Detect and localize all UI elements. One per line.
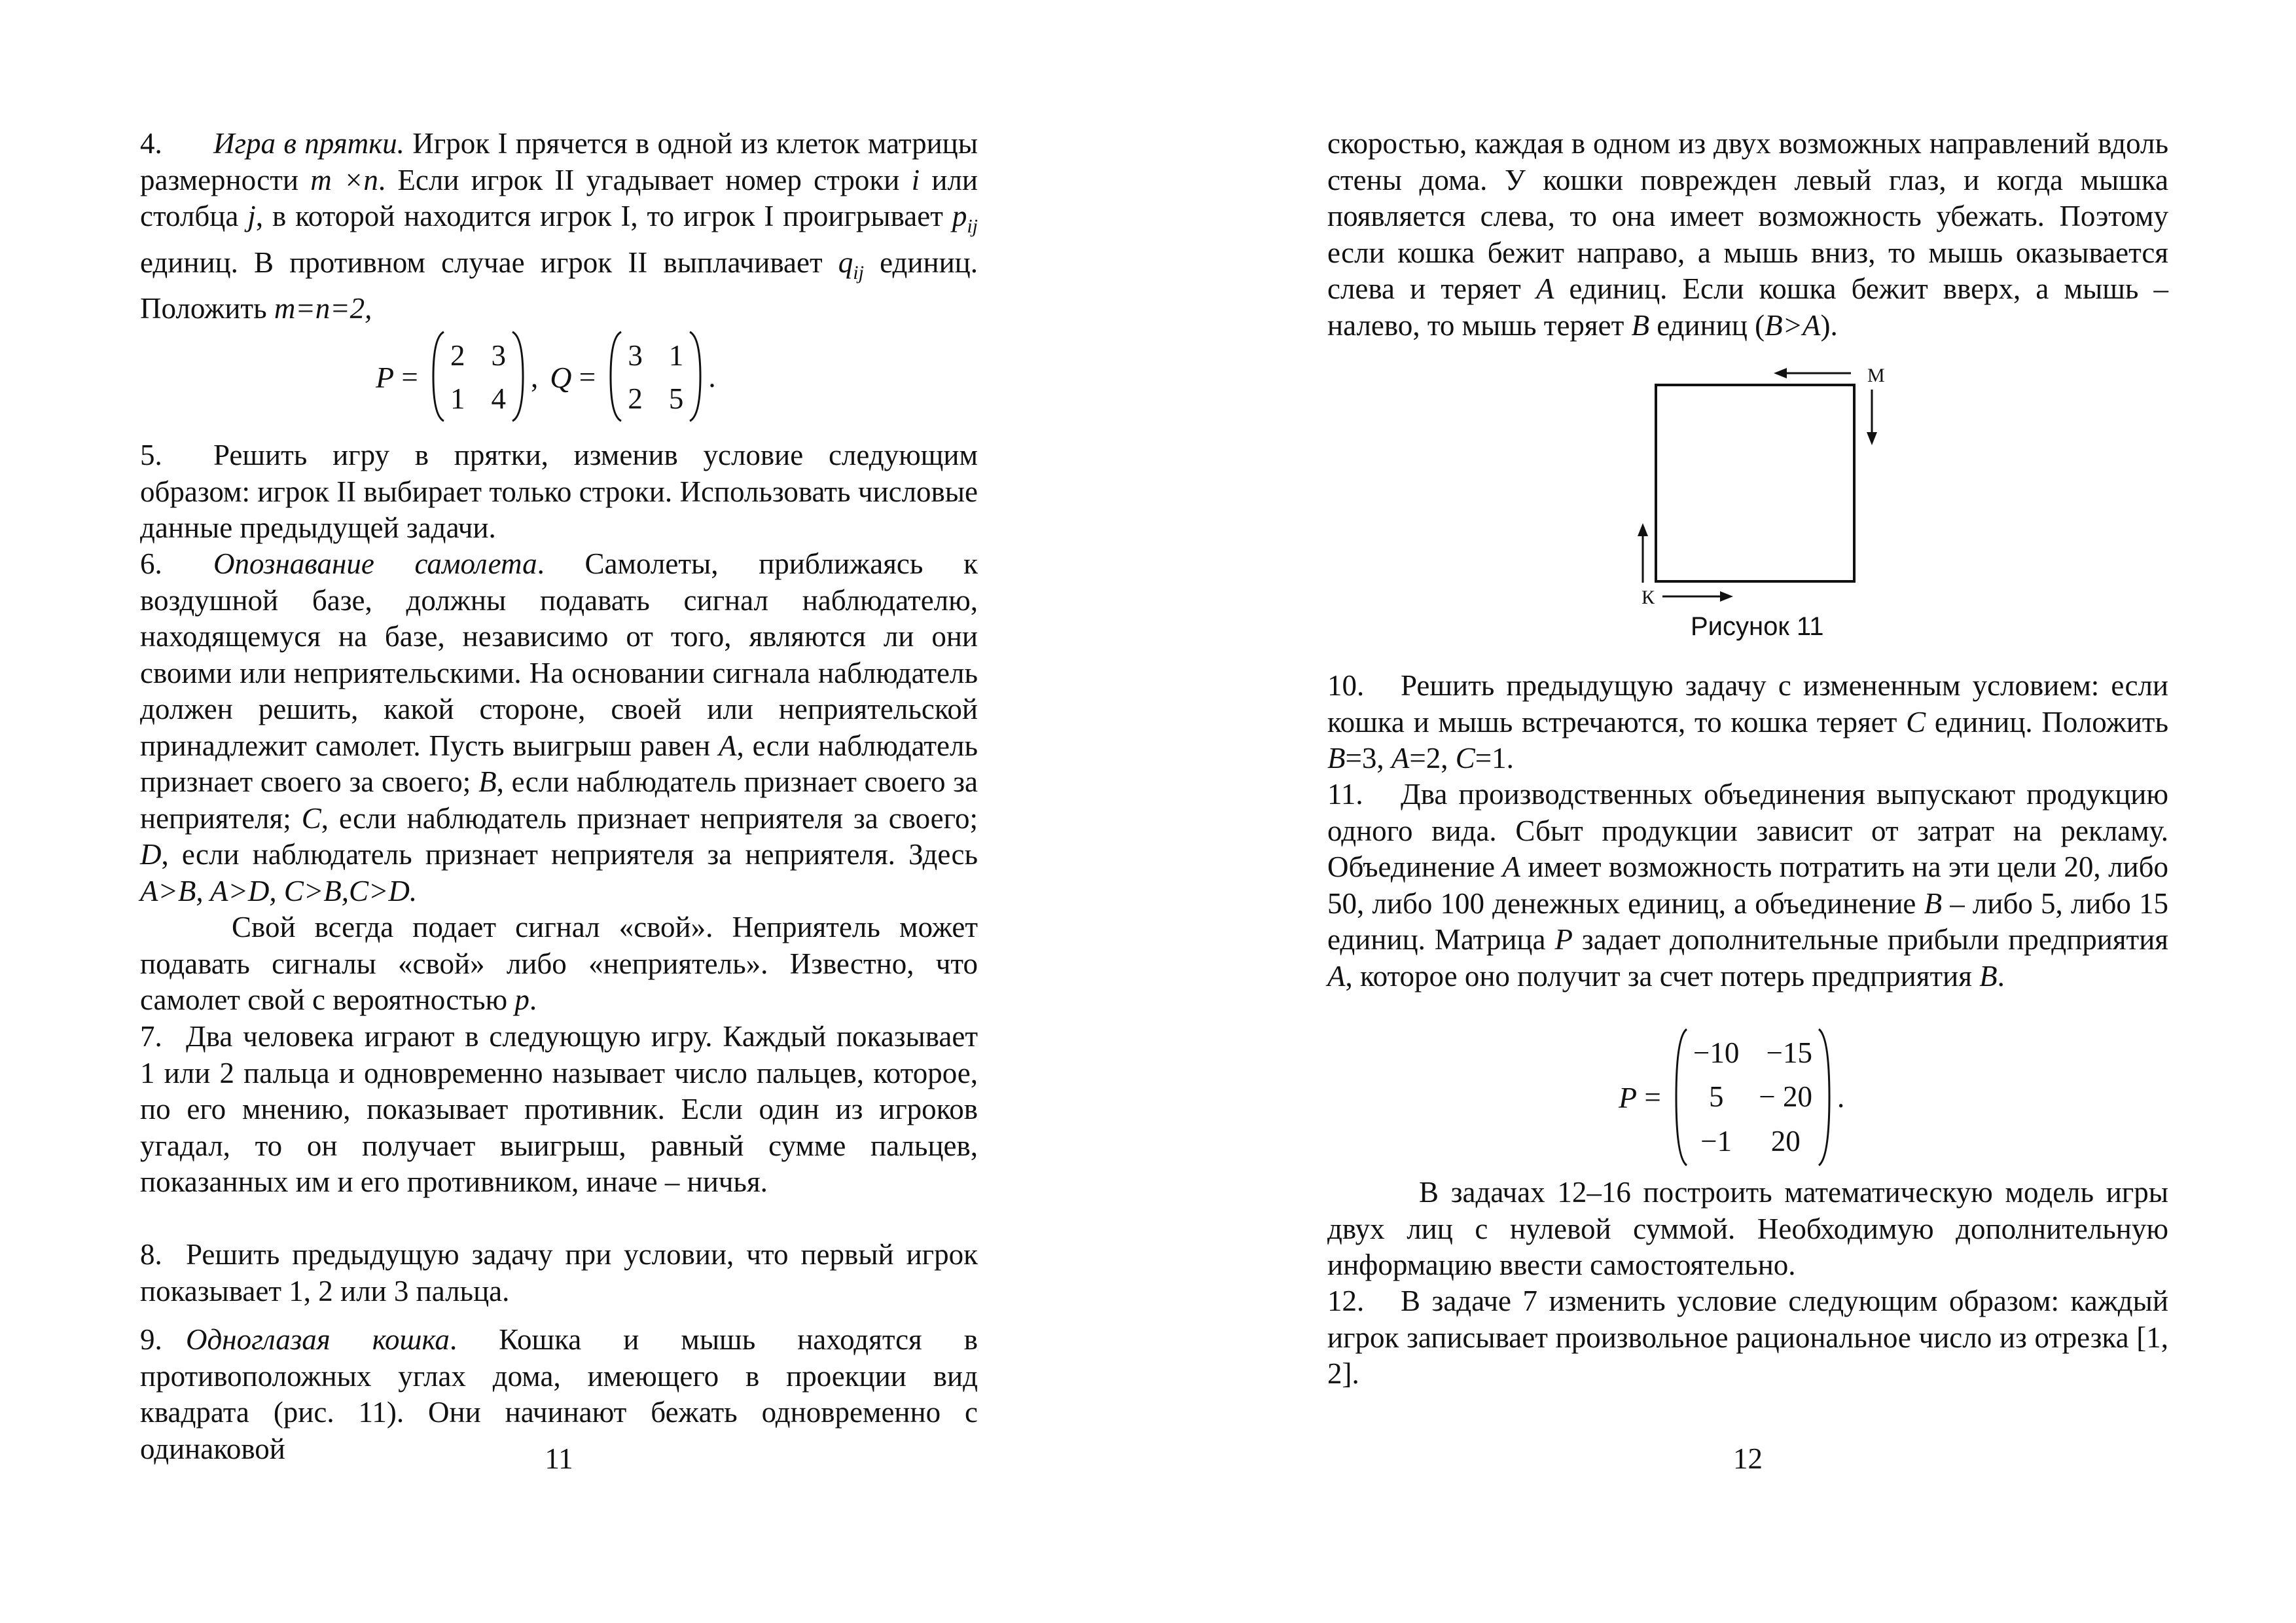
problem-number: 7.: [140, 1020, 162, 1053]
page-number: 11: [545, 1442, 573, 1475]
problem-number: 9.: [140, 1323, 162, 1356]
problem-number: 8.: [140, 1238, 162, 1271]
matrix-cell: 1: [450, 382, 465, 415]
matrix-cell: 3: [628, 339, 643, 372]
matrix-cell: −1: [1700, 1124, 1732, 1158]
problem-title: Опознавание самолета: [213, 547, 537, 580]
house-square: [1656, 385, 1854, 581]
matrix-p-3x2: [1674, 1028, 1832, 1167]
label-m: М: [1867, 365, 1885, 386]
problem-9-continued: скоростью, каждая в одном из двух возможных направлений вдоль стены дома. У кошки поврежден левый глаз, и когда мышка появляется слева, то она имеет возможность убежать. Поэтому если кошка бежит направо, а мышь вниз, то мышь оказывается слева и теряет A единиц. Если кошка бежит вверх, а мышь – налево, то мышь теряет B единиц (B>A).: [1327, 127, 2168, 342]
problem-9: 9. Одноглазая кошка. Кошка и мышь находятся в противоположных углах дома, имеющего в проекции вид квадрата (рис. 11). Они начинают бежать одновременно с одинаковой: [140, 1323, 978, 1465]
problem-number: 5.: [140, 439, 162, 471]
matrix-cell: 20: [1770, 1124, 1801, 1158]
left-page: [140, 0, 978, 1623]
problem-number: 10.: [1327, 669, 1365, 702]
figure-11: [1602, 357, 1929, 619]
problem-12: 12. В задаче 7 изменить условие следующим образом: каждый игрок записывает произвольное рациональное число из отрезка [1, 2].: [1327, 1285, 2168, 1390]
matrix-q: [608, 331, 703, 424]
matrix-cell: 5: [668, 382, 684, 415]
matrix-cell: −10: [1693, 1036, 1740, 1069]
formula-p-q: P = 2 3 1 4 , Q = 3 1 2 5 .: [376, 331, 716, 424]
page-number: 12: [1733, 1442, 1763, 1475]
problem-11: 11. Два производственных объединения выпускают продукцию одного вида. Сбыт продукции зависит от затрат на рекламу. Объединение A имеет возможность потратить на эти цели 20, либо 50, либо 100 денежных единиц, а объединение B – либо 5, либо 15 единиц. Матрица P задает дополнительные прибыли предприятия A, которое оно получит за счет потерь предприятия B.: [1327, 778, 2169, 993]
matrix-cell: 5: [1708, 1080, 1724, 1114]
problem-title: Игра в прятки.: [213, 127, 404, 160]
problem-7: 7. Два человека играют в следующую игру. Каждый показывает 1 или 2 пальца и одновременно называет число пальцев, которое, по его мнению, показывает противник. Если один из игроков угадал, то он получает выигрыш, равный сумме пальцев, показанных им и его противником, иначе – ничья.: [140, 1020, 978, 1198]
right-page: [1327, 0, 2168, 1623]
matrix-p: [431, 331, 526, 424]
matrix-cell: 1: [668, 339, 684, 372]
problem-title: Одноглазая кошка: [186, 1323, 450, 1356]
matrix-cell: − 20: [1759, 1080, 1813, 1114]
problem-10: 10. Решить предыдущую задачу с измененным условием: если кошка и мышь встречаются, то кошка теряет C единиц. Положить B=3, A=2, C=1.: [1327, 669, 2168, 775]
problem-number: 6.: [140, 547, 162, 580]
matrix-cell: 4: [491, 382, 506, 415]
problem-6: 6. Опознавание самолета. Самолеты, приближаясь к воздушной базе, должны подавать сигнал наблюдателю, находящемуся на базе, независимо от того, являются ли они своими или неприятельскими. На основании сигнала наблюдатель должен решить, какой стороне, своей или неприятельской принадлежит самолет. Пусть выигрыш равен A, если наблюдатель признает своего за своего; B, если наблюдатель признает своего за неприятеля; C, если наблюдатель признает неприятеля за своего; D, если наблюдатель признает неприятеля за неприятеля. Здесь A>B, A>D, C>B,C>D. Свой всегда подает сигнал «свой». Неприятель может подавать сигналы «свой» либо «неприятель». Известно, что самолет свой с вероятностью p.: [140, 547, 978, 1016]
formula-p: P = −10 −15 5 − 20 −1 20 .: [1619, 1028, 1844, 1167]
matrix-cell: −15: [1766, 1036, 1813, 1069]
problem-number: 4.: [140, 127, 162, 160]
figure-caption: Рисунок 11: [1691, 612, 1824, 641]
problem-5: 5. Решить игру в прятки, изменив условие следующим образом: игрок II выбирает только строки. Использовать числовые данные предыдущей задачи.: [140, 439, 978, 544]
problem-8: 8. Решить предыдущую задачу при условии, что первый игрок показывает 1, 2 или 3 пальца.: [140, 1238, 978, 1307]
problem-number: 12.: [1327, 1285, 1365, 1317]
matrix-cell: 2: [628, 382, 643, 415]
matrix-cell: 3: [491, 339, 506, 372]
problem-4: 4. Игра в прятки. Игрок I прячется в одной из клеток матрицы размерности m ×n. Если игрок II угадывает номер строки i или столбца j, в которой находится игрок I, то игрок I проигрывает $p_{ij}$ единиц. В противном случае игрок II выплачивает $q_{ij}$ единиц. Положить m=n=2,: [140, 127, 978, 325]
matrix-cell: 2: [450, 339, 465, 372]
problem-number: 11.: [1327, 778, 1363, 811]
intro-12-16: В задачах 12–16 построить математическую модель игры двух лиц с нулевой суммой. Необходимую дополнительную информацию ввести самостоятельно.: [1327, 1176, 2168, 1281]
label-k: К: [1641, 587, 1655, 608]
